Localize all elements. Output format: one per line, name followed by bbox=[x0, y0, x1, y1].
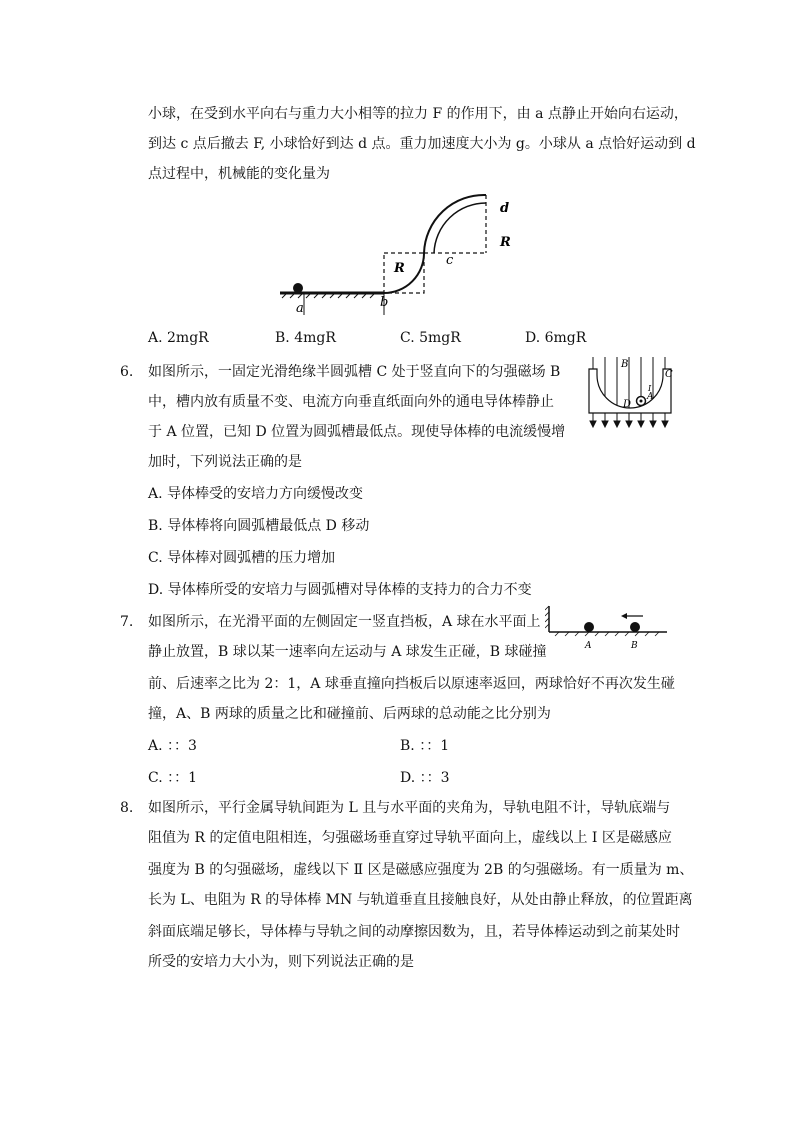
q6-line-2: 中，槽内放有质量不变、电流方向垂直纸面向外的通电导体棒静止 bbox=[148, 394, 554, 410]
q7-option-b: B. ：：1 bbox=[400, 738, 450, 754]
q6-conductor-dot bbox=[640, 400, 643, 403]
q7-line-3: 前、后速率之比为 2：1，A 球垂直撞向挡板后以原速率返回，两球恰好不再次发生碰 bbox=[148, 676, 675, 692]
q8-number: 8. bbox=[120, 800, 134, 816]
q6-line-1: 如图所示，一固定光滑绝缘半圆弧槽 C 处于竖直向下的匀强磁场 B bbox=[148, 364, 561, 380]
q5-option-c: C. 5mgR bbox=[400, 330, 461, 346]
q8-line-5: 斜面底端足够长，导体棒与导轨之间的动摩擦因数为，且，若导体棒运动到之前某处时 bbox=[148, 924, 680, 940]
q7-number: 7. bbox=[120, 614, 134, 630]
q5-option-b: B. 4mgR bbox=[275, 330, 336, 346]
q5-label-R1: R bbox=[394, 261, 405, 276]
q5-track-figure bbox=[276, 190, 516, 320]
q6-number: 6. bbox=[120, 364, 134, 380]
q6-label-I: I bbox=[648, 384, 652, 393]
q6-option-c: C. 导体棒对圆弧槽的压力增加 bbox=[148, 550, 336, 566]
q5-line-1: 小球，在受到水平向右与重力大小相等的拉力 F 的作用下，由 a 点静止开始向右运动， bbox=[148, 106, 688, 122]
q5-label-R2: R bbox=[500, 235, 511, 250]
q7-collision-figure bbox=[545, 604, 670, 652]
q5-ball bbox=[293, 283, 303, 293]
q6-option-d: D. 导体棒所受的安培力与圆弧槽对导体棒的支持力的合力不变 bbox=[148, 582, 532, 598]
q7-option-a: A. ：：3 bbox=[148, 738, 197, 754]
q7-label-B: B bbox=[631, 641, 638, 651]
q7-option-d: D. ：：3 bbox=[400, 770, 450, 786]
q7-line-4: 撞，A、B 两球的质量之比和碰撞前、后两球的总动能之比分别为 bbox=[148, 706, 551, 722]
q7-velocity-arrow-head bbox=[621, 613, 627, 619]
q8-line-3: 强度为 B 的匀强磁场，虚线以下 Ⅱ 区是磁感应强度为 2B 的匀强磁场。有一质量为 m、 bbox=[148, 862, 694, 878]
q5-label-a: a bbox=[296, 301, 304, 316]
q7-line-1: 如图所示，在光滑平面的左侧固定一竖直挡板，A 球在水平面上 bbox=[148, 614, 541, 630]
q5-upper-arc-inner bbox=[434, 203, 486, 253]
q6-option-b: B. 导体棒将向圆弧槽最低点 D 移动 bbox=[148, 518, 370, 534]
q6-label-D: D bbox=[623, 399, 632, 410]
q6-line-3: 于 A 位置，已知 D 位置为圆弧槽最低点。现使导体棒的电流缓慢增 bbox=[148, 424, 566, 440]
q6-label-B: B bbox=[621, 359, 629, 370]
q7-ball-a bbox=[584, 622, 594, 632]
q5-option-d: D. 6mgR bbox=[525, 330, 587, 346]
q5-label-b: b bbox=[380, 295, 389, 310]
q5-option-a: A. 2mgR bbox=[148, 330, 209, 346]
q7-line-2: 静止放置，B 球以某一速率向左运动与 A 球发生正碰，B 球碰撞 bbox=[148, 644, 547, 660]
q5-line-3: 点过程中，机械能的变化量为 bbox=[148, 166, 330, 182]
q6-line-4: 加时，下列说法正确的是 bbox=[148, 454, 302, 470]
q5-label-d: d bbox=[500, 201, 510, 216]
q6-magnetic-trough-figure bbox=[585, 355, 677, 435]
q8-line-1: 如图所示，平行金属导轨间距为 L 且与水平面的夹角为，导轨电阻不计，导轨底端与 bbox=[148, 800, 671, 816]
q5-label-c: c bbox=[446, 253, 454, 268]
q6-label-A: A bbox=[647, 392, 654, 402]
q7-label-A: A bbox=[585, 641, 592, 651]
q8-line-6: 所受的安培力大小为，则下列说法正确的是 bbox=[148, 954, 414, 970]
q7-option-c: C. ：：1 bbox=[148, 770, 198, 786]
q5-line-2: 到达 c 点后撤去 F, 小球恰好到达 d 点。重力加速度大小为 g。小球从 a 点恰好运动到 d bbox=[148, 136, 696, 152]
q8-line-2: 阻值为 R 的定值电阻相连，匀强磁场垂直穿过导轨平面向上，虚线以上 Ⅰ 区是磁感应 bbox=[148, 830, 672, 846]
q6-label-C: C bbox=[665, 369, 673, 380]
q6-option-a: A. 导体棒受的安培力方向缓慢改变 bbox=[148, 486, 364, 502]
q7-ball-b bbox=[630, 622, 640, 632]
q8-line-4: 长为 L、电阻为 R 的导体棒 MN 与轨道垂直且接触良好，从处由静止释放，的位置距离 bbox=[148, 892, 693, 908]
